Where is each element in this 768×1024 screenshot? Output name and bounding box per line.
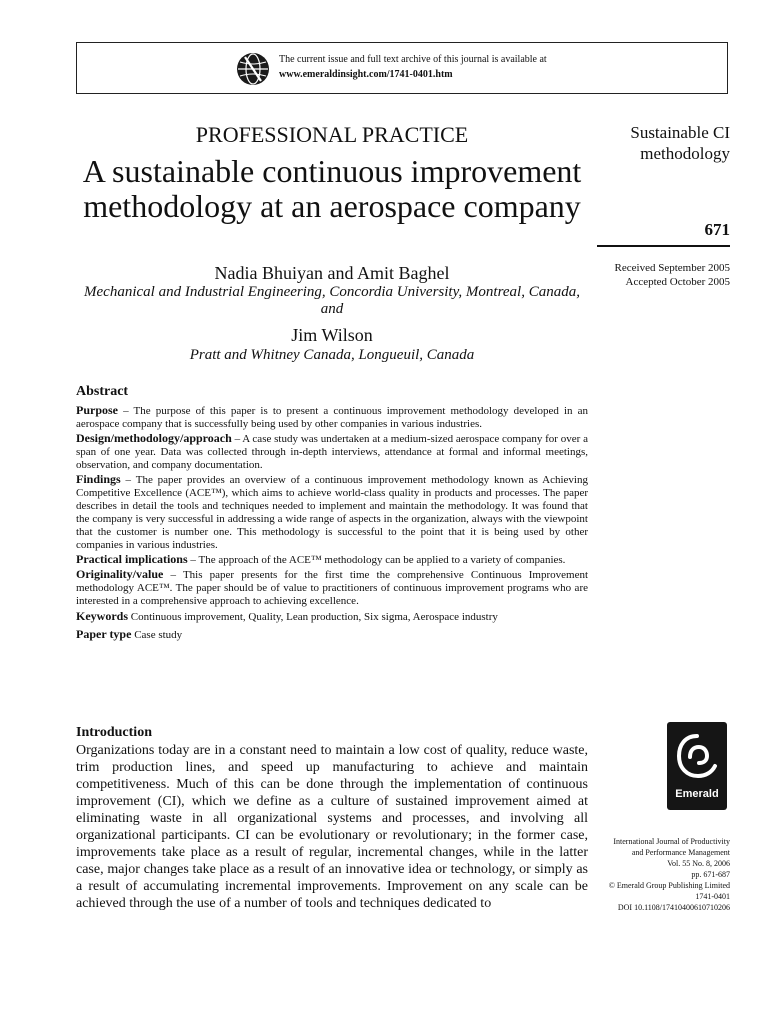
journal-info-line: and Performance Management (631, 848, 730, 857)
abstract-paragraph (76, 568, 588, 608)
paper-type (76, 628, 588, 642)
journal-citation (570, 836, 730, 913)
journal-info-line: Vol. 55 No. 8, 2006 (667, 859, 730, 868)
journal-info-line: 1741-0401 (695, 892, 730, 901)
author-names: Nadia Bhuiyan and Amit Baghel (214, 263, 450, 283)
journal-info-line: pp. 671-687 (691, 870, 730, 879)
introduction-heading: Introduction (76, 725, 152, 740)
journal-info-line: International Journal of Productivity (613, 837, 730, 846)
submission-dates (550, 261, 730, 289)
abstract-label: Findings (76, 472, 121, 486)
accepted-date: Accepted October 2005 (625, 276, 730, 288)
emerald-logo (667, 722, 727, 810)
author-affiliation: Pratt and Whitney Canada, Longueuil, Canada (189, 347, 475, 363)
keywords (76, 610, 588, 624)
abstract-paragraph (76, 404, 588, 431)
separator: – (118, 405, 134, 417)
separator: – (120, 474, 136, 486)
introduction-section (76, 725, 588, 912)
paper-title: A sustainable continuous improvement methodology at an aerospace company (82, 153, 582, 224)
keywords-text: Continuous improvement, Quality, Lean production, Six sigma, Aerospace industry (130, 611, 498, 623)
abstract-label: Design/methodology/approach (76, 431, 232, 445)
abstract-section (76, 384, 588, 643)
abstract-text: A case study was undertaken at a medium-sized aerospace company for over a span of one year. Data was collected through in-depth interviews, attendance at formal and informal meetings, observation, and company documentation. (76, 433, 588, 471)
keywords-label: Keywords (76, 609, 128, 623)
paper-type-text: Case study (134, 629, 183, 641)
logo-wordmark: Emerald (675, 788, 719, 800)
abstract-text: The approach of the ACE™ methodology can be applied to a variety of companies. (198, 554, 566, 566)
abstract-text: This paper presents for the first time the comprehensive Continuous Improvement methodology ACE™. The paper should be of value to practitioners of continuous improvement programs who are interested in a comprehensive approach to achieving excellence. (76, 569, 589, 607)
journal-availability-banner (76, 42, 728, 94)
abstract-label: Originality/value (76, 567, 164, 581)
abstract-paragraph (76, 473, 588, 552)
page-number: 671 (704, 220, 730, 239)
journal-info-line: DOI 10.1108/17410400610710206 (617, 903, 730, 912)
paper-type-label: Paper type (76, 627, 132, 641)
abstract-label: Practical implications (76, 552, 188, 566)
divider (597, 245, 730, 247)
banner-line: The current issue and full text archive of this journal is available at (279, 54, 547, 65)
received-date: Received September 2005 (614, 262, 730, 274)
abstract-label: Purpose (76, 403, 118, 417)
globe-icon (236, 52, 270, 86)
running-title: Sustainable CI methodology (630, 123, 730, 163)
emerald-mark-icon (673, 730, 721, 784)
abstract-paragraph (76, 553, 588, 567)
author-affiliation: Mechanical and Industrial Engineering, Concordia University, Montreal, Canada, and (84, 284, 580, 317)
separator: – (163, 569, 183, 581)
journal-url-link[interactable]: www.emeraldinsight.com/1741-0401.htm (279, 69, 453, 80)
abstract-paragraph (76, 432, 588, 472)
journal-info-line: © Emerald Group Publishing Limited (608, 881, 730, 890)
separator: – (231, 433, 243, 445)
abstract-text: The purpose of this paper is to present a continuous improvement methodology developed in an aerospace company that is successfully being used by other companies in various industries. (76, 405, 588, 430)
author-names: Jim Wilson (291, 325, 373, 345)
introduction-paragraph: Organizations today are in a constant need to maintain a low cost of quality, reduce waste, trim production lines, and speed up manufacturing to achieve and maintain competitiveness. Much of this can be done through the implementation of continuous improvement (CI), which we define as a culture of sustained improvement aimed at eliminating waste in all organizational systems and processes, and involving all organizational participants. CI can be evolutionary or revolutionary; in the former case, improvements take place as a result of regular, incremental changes, while in the latter case, major changes take place as a result of an innovative idea or technology, or simply as a result of accumulating incremental improvements. Improvement on any scale can be achieved through the use of a number of tools and techniques dedicated to (76, 743, 588, 911)
separator: – (187, 554, 199, 566)
abstract-text: The paper provides an overview of a continuous improvement methodology known as Achieving Competitive Excellence (ACE™), which aims to achieve world-class quality in products and processes. The paper describes in detail the tools and techniques needed to implement and maintain the methodology. It was found that the company is very successful in addressing a wide range of aspects in the organization, always with the viewpoint that the customer is number one. This methodology is successful to the point that it is being used by other companies in various industries. (76, 474, 588, 551)
section-label: PROFESSIONAL PRACTICE (195, 122, 469, 147)
abstract-heading: Abstract (76, 384, 129, 399)
